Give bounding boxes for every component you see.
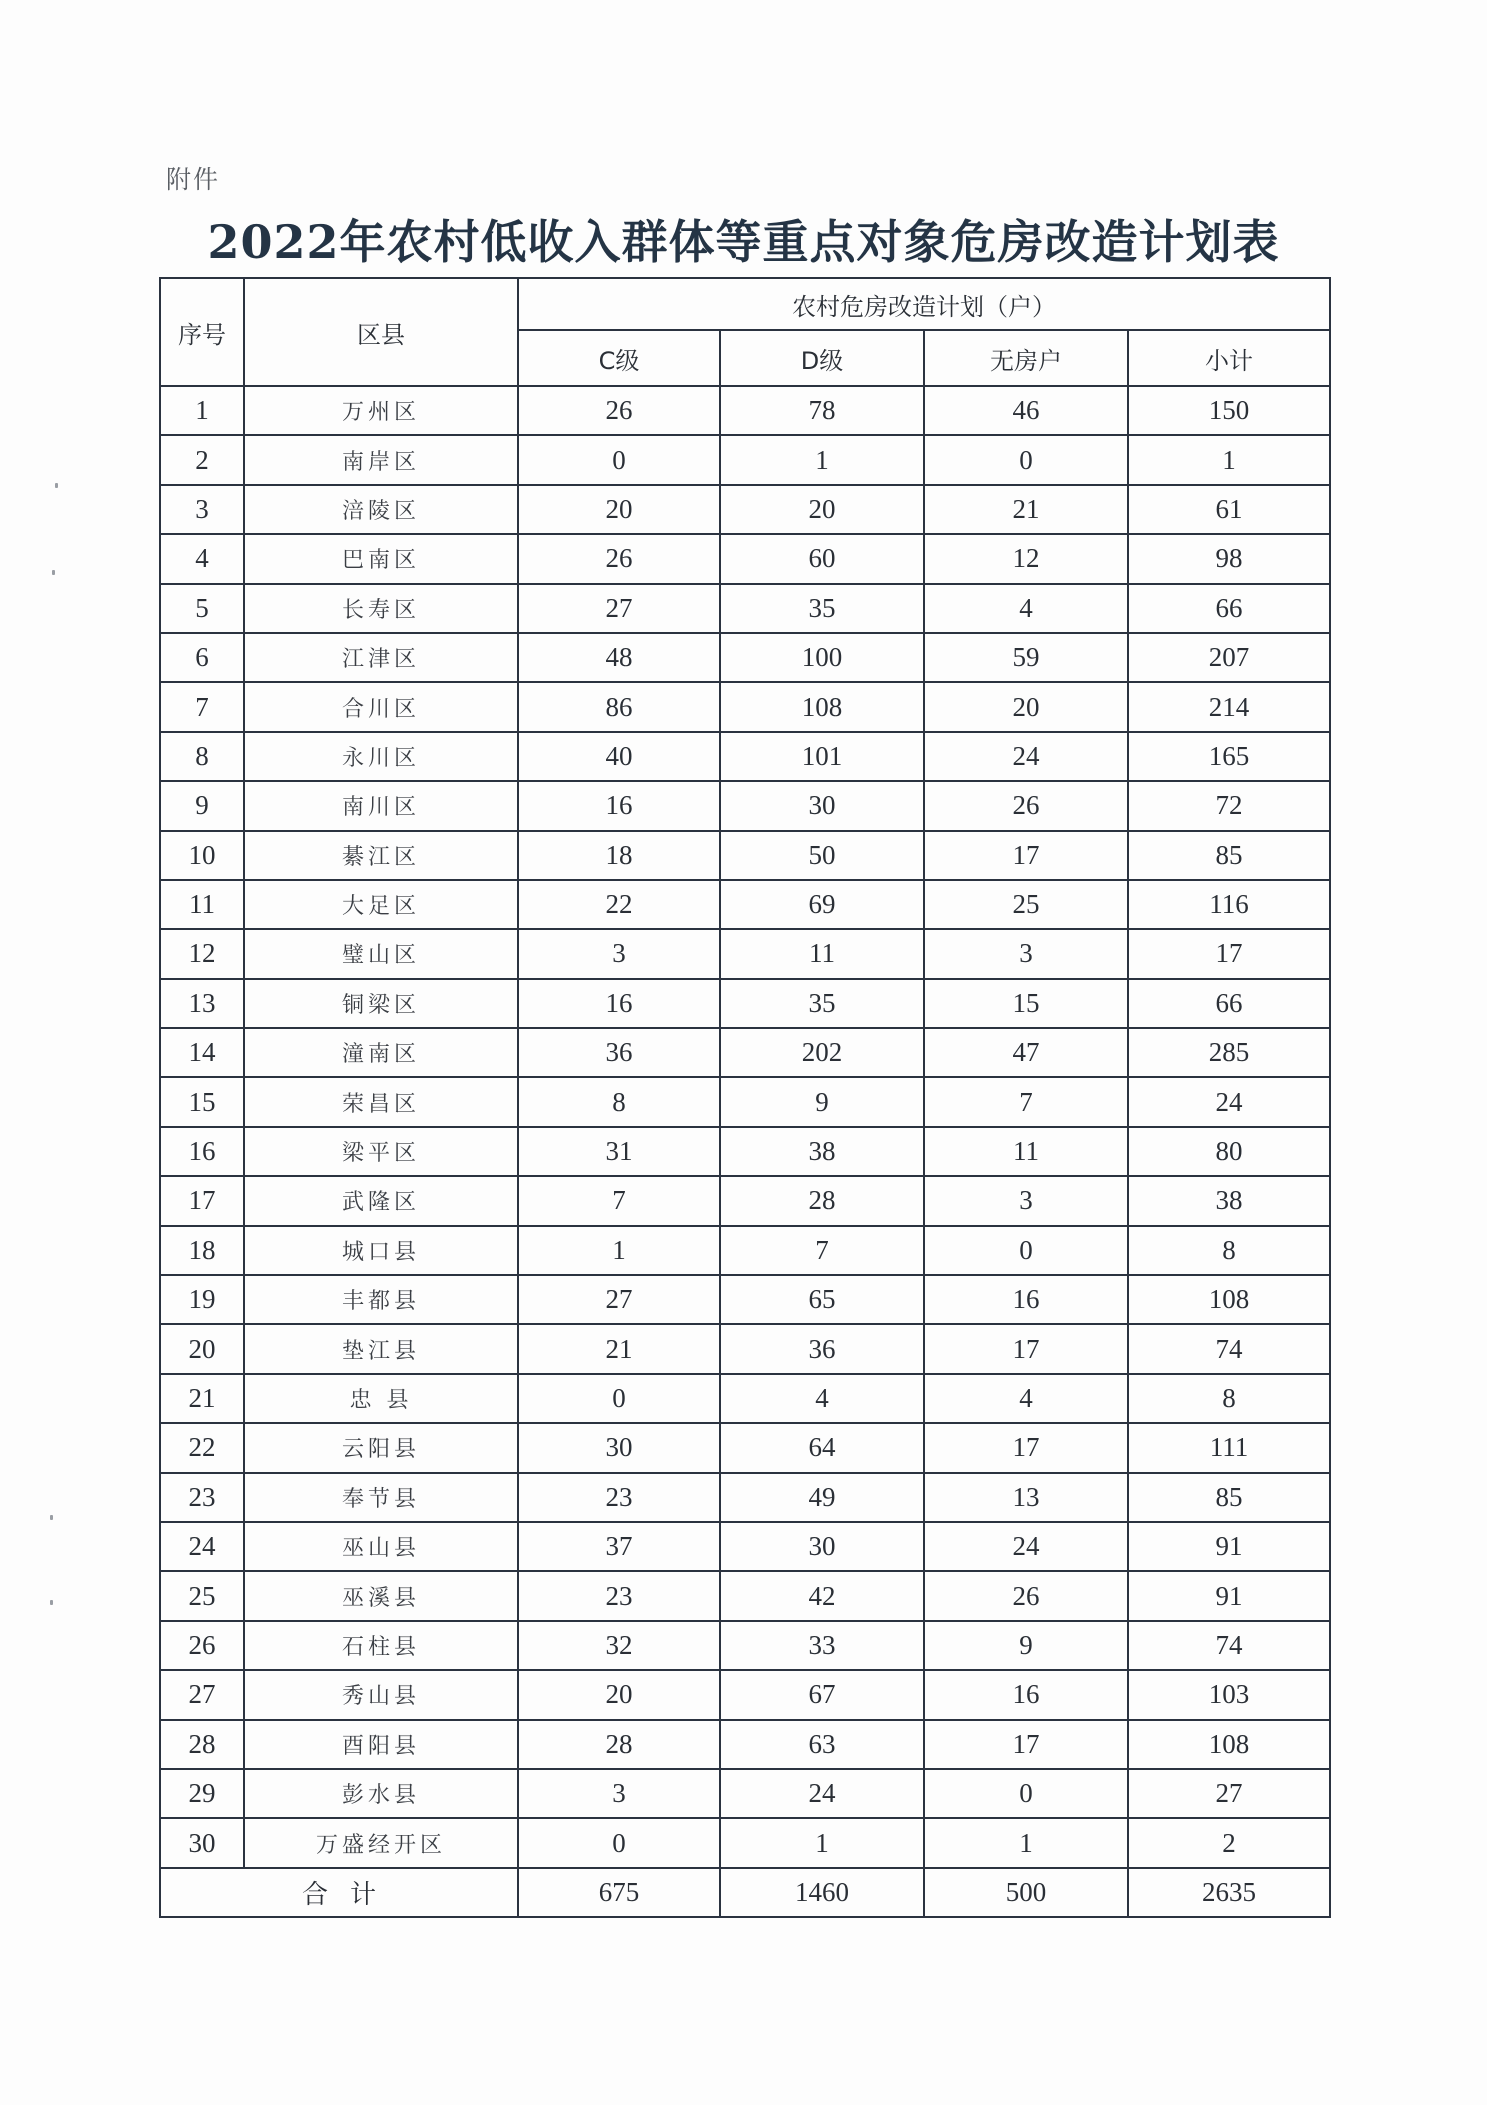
cell-d-level: 9 [720, 1077, 924, 1126]
table-row [160, 1720, 1330, 1769]
cell-d-level: 101 [720, 732, 924, 781]
cell-district: 涪陵区 [244, 485, 518, 534]
header-subtotal: 小计 [1128, 330, 1330, 386]
cell-index: 9 [160, 781, 244, 830]
cell-index: 15 [160, 1077, 244, 1126]
cell-c-level: 27 [518, 584, 720, 633]
total-label: 合计 [160, 1868, 518, 1917]
header-d-level: D级 [720, 330, 924, 386]
cell-c-level: 22 [518, 880, 720, 929]
cell-index: 4 [160, 534, 244, 583]
cell-d-level: 30 [720, 781, 924, 830]
table-row [160, 929, 1330, 978]
cell-c-level: 1 [518, 1226, 720, 1275]
cell-c-level: 20 [518, 485, 720, 534]
cell-no-house: 59 [924, 633, 1128, 682]
cell-subtotal: 91 [1128, 1571, 1330, 1620]
cell-index: 14 [160, 1028, 244, 1077]
total-row [160, 1868, 1330, 1917]
cell-district: 石柱县 [244, 1621, 518, 1670]
table-row [160, 1176, 1330, 1225]
total-subtotal: 2635 [1128, 1868, 1330, 1917]
cell-c-level: 48 [518, 633, 720, 682]
cell-no-house: 17 [924, 1720, 1128, 1769]
cell-index: 23 [160, 1473, 244, 1522]
cell-subtotal: 61 [1128, 485, 1330, 534]
cell-subtotal: 111 [1128, 1423, 1330, 1472]
total-no-house: 500 [924, 1868, 1128, 1917]
table-row [160, 584, 1330, 633]
cell-index: 3 [160, 485, 244, 534]
cell-d-level: 36 [720, 1324, 924, 1373]
cell-district: 酉阳县 [244, 1720, 518, 1769]
cell-subtotal: 24 [1128, 1077, 1330, 1126]
cell-district: 南川区 [244, 781, 518, 830]
header-row-group [160, 278, 1330, 330]
cell-no-house: 4 [924, 1374, 1128, 1423]
cell-no-house: 46 [924, 386, 1128, 435]
cell-index: 29 [160, 1769, 244, 1818]
cell-d-level: 108 [720, 682, 924, 731]
cell-subtotal: 66 [1128, 979, 1330, 1028]
cell-subtotal: 150 [1128, 386, 1330, 435]
table-row [160, 1818, 1330, 1867]
cell-c-level: 23 [518, 1571, 720, 1620]
cell-no-house: 16 [924, 1275, 1128, 1324]
cell-d-level: 7 [720, 1226, 924, 1275]
cell-no-house: 20 [924, 682, 1128, 731]
cell-district: 丰都县 [244, 1275, 518, 1324]
cell-district: 璧山区 [244, 929, 518, 978]
header-district: 区县 [244, 278, 518, 386]
cell-district: 梁平区 [244, 1127, 518, 1176]
cell-d-level: 20 [720, 485, 924, 534]
table-row [160, 732, 1330, 781]
cell-district: 巫溪县 [244, 1571, 518, 1620]
cell-district: 大足区 [244, 880, 518, 929]
header-c-level: C级 [518, 330, 720, 386]
table-row [160, 1324, 1330, 1373]
cell-district: 綦江区 [244, 831, 518, 880]
cell-district: 长寿区 [244, 584, 518, 633]
cell-district: 巴南区 [244, 534, 518, 583]
cell-c-level: 26 [518, 386, 720, 435]
cell-index: 30 [160, 1818, 244, 1867]
cell-district: 忠 县 [244, 1374, 518, 1423]
cell-subtotal: 74 [1128, 1621, 1330, 1670]
table-row [160, 485, 1330, 534]
cell-subtotal: 207 [1128, 633, 1330, 682]
cell-no-house: 24 [924, 732, 1128, 781]
cell-district: 荣昌区 [244, 1077, 518, 1126]
cell-d-level: 30 [720, 1522, 924, 1571]
cell-index: 13 [160, 979, 244, 1028]
cell-index: 17 [160, 1176, 244, 1225]
cell-index: 19 [160, 1275, 244, 1324]
header-index: 序号 [160, 278, 244, 386]
cell-c-level: 28 [518, 1720, 720, 1769]
cell-index: 25 [160, 1571, 244, 1620]
cell-no-house: 25 [924, 880, 1128, 929]
cell-district: 彭水县 [244, 1769, 518, 1818]
scan-speck [50, 1515, 53, 1520]
cell-index: 18 [160, 1226, 244, 1275]
cell-no-house: 3 [924, 1176, 1128, 1225]
table-row [160, 1374, 1330, 1423]
cell-index: 6 [160, 633, 244, 682]
scan-speck [50, 1600, 53, 1605]
cell-c-level: 27 [518, 1275, 720, 1324]
cell-district: 云阳县 [244, 1423, 518, 1472]
cell-no-house: 17 [924, 1423, 1128, 1472]
cell-no-house: 15 [924, 979, 1128, 1028]
header-no-house: 无房户 [924, 330, 1128, 386]
cell-index: 2 [160, 435, 244, 484]
cell-d-level: 50 [720, 831, 924, 880]
cell-d-level: 49 [720, 1473, 924, 1522]
cell-d-level: 63 [720, 1720, 924, 1769]
cell-subtotal: 85 [1128, 1473, 1330, 1522]
cell-subtotal: 8 [1128, 1226, 1330, 1275]
cell-d-level: 38 [720, 1127, 924, 1176]
table-row [160, 1226, 1330, 1275]
cell-index: 26 [160, 1621, 244, 1670]
table-row [160, 831, 1330, 880]
cell-subtotal: 98 [1128, 534, 1330, 583]
total-c-level: 675 [518, 1868, 720, 1917]
cell-c-level: 16 [518, 979, 720, 1028]
cell-c-level: 31 [518, 1127, 720, 1176]
table-row [160, 1423, 1330, 1472]
cell-no-house: 47 [924, 1028, 1128, 1077]
cell-c-level: 0 [518, 1374, 720, 1423]
cell-district: 城口县 [244, 1226, 518, 1275]
cell-c-level: 21 [518, 1324, 720, 1373]
cell-no-house: 13 [924, 1473, 1128, 1522]
total-d-level: 1460 [720, 1868, 924, 1917]
cell-index: 28 [160, 1720, 244, 1769]
cell-c-level: 23 [518, 1473, 720, 1522]
cell-d-level: 28 [720, 1176, 924, 1225]
cell-c-level: 0 [518, 1818, 720, 1867]
cell-d-level: 67 [720, 1670, 924, 1719]
cell-subtotal: 74 [1128, 1324, 1330, 1373]
cell-district: 垫江县 [244, 1324, 518, 1373]
cell-index: 20 [160, 1324, 244, 1373]
cell-district: 永川区 [244, 732, 518, 781]
cell-d-level: 69 [720, 880, 924, 929]
cell-subtotal: 8 [1128, 1374, 1330, 1423]
cell-no-house: 17 [924, 831, 1128, 880]
cell-d-level: 35 [720, 584, 924, 633]
table-row [160, 435, 1330, 484]
cell-c-level: 8 [518, 1077, 720, 1126]
cell-no-house: 21 [924, 485, 1128, 534]
table-row [160, 1522, 1330, 1571]
cell-d-level: 33 [720, 1621, 924, 1670]
cell-no-house: 0 [924, 435, 1128, 484]
cell-index: 10 [160, 831, 244, 880]
cell-district: 武隆区 [244, 1176, 518, 1225]
table-row [160, 1670, 1330, 1719]
cell-no-house: 11 [924, 1127, 1128, 1176]
cell-index: 22 [160, 1423, 244, 1472]
cell-no-house: 17 [924, 1324, 1128, 1373]
table-row [160, 1077, 1330, 1126]
cell-district: 潼南区 [244, 1028, 518, 1077]
cell-no-house: 0 [924, 1769, 1128, 1818]
table-row [160, 1621, 1330, 1670]
cell-index: 5 [160, 584, 244, 633]
cell-district: 万州区 [244, 386, 518, 435]
cell-index: 11 [160, 880, 244, 929]
cell-subtotal: 108 [1128, 1275, 1330, 1324]
cell-subtotal: 27 [1128, 1769, 1330, 1818]
cell-c-level: 18 [518, 831, 720, 880]
cell-index: 24 [160, 1522, 244, 1571]
cell-district: 铜梁区 [244, 979, 518, 1028]
cell-c-level: 30 [518, 1423, 720, 1472]
cell-subtotal: 108 [1128, 1720, 1330, 1769]
cell-d-level: 35 [720, 979, 924, 1028]
cell-c-level: 86 [518, 682, 720, 731]
table-row [160, 979, 1330, 1028]
cell-d-level: 65 [720, 1275, 924, 1324]
cell-index: 7 [160, 682, 244, 731]
cell-d-level: 1 [720, 1818, 924, 1867]
table-row [160, 682, 1330, 731]
cell-district: 南岸区 [244, 435, 518, 484]
header-plan-group: 农村危房改造计划（户） [518, 278, 1330, 330]
cell-c-level: 26 [518, 534, 720, 583]
cell-district: 巫山县 [244, 1522, 518, 1571]
cell-subtotal: 80 [1128, 1127, 1330, 1176]
cell-c-level: 40 [518, 732, 720, 781]
cell-c-level: 36 [518, 1028, 720, 1077]
cell-subtotal: 103 [1128, 1670, 1330, 1719]
cell-no-house: 26 [924, 781, 1128, 830]
cell-c-level: 3 [518, 929, 720, 978]
cell-district: 秀山县 [244, 1670, 518, 1719]
cell-subtotal: 91 [1128, 1522, 1330, 1571]
table-row [160, 534, 1330, 583]
cell-subtotal: 38 [1128, 1176, 1330, 1225]
cell-no-house: 26 [924, 1571, 1128, 1620]
table-row [160, 633, 1330, 682]
cell-index: 21 [160, 1374, 244, 1423]
cell-d-level: 24 [720, 1769, 924, 1818]
cell-no-house: 9 [924, 1621, 1128, 1670]
cell-index: 1 [160, 386, 244, 435]
cell-d-level: 100 [720, 633, 924, 682]
cell-subtotal: 1 [1128, 435, 1330, 484]
cell-c-level: 7 [518, 1176, 720, 1225]
cell-subtotal: 17 [1128, 929, 1330, 978]
cell-subtotal: 85 [1128, 831, 1330, 880]
cell-district: 合川区 [244, 682, 518, 731]
table-row [160, 1127, 1330, 1176]
cell-no-house: 16 [924, 1670, 1128, 1719]
table-row [160, 1571, 1330, 1620]
cell-d-level: 60 [720, 534, 924, 583]
cell-subtotal: 116 [1128, 880, 1330, 929]
cell-district: 江津区 [244, 633, 518, 682]
cell-no-house: 12 [924, 534, 1128, 583]
cell-no-house: 3 [924, 929, 1128, 978]
cell-d-level: 64 [720, 1423, 924, 1472]
cell-no-house: 0 [924, 1226, 1128, 1275]
table-row [160, 1275, 1330, 1324]
cell-no-house: 4 [924, 584, 1128, 633]
cell-district: 奉节县 [244, 1473, 518, 1522]
cell-index: 8 [160, 732, 244, 781]
cell-index: 12 [160, 929, 244, 978]
cell-subtotal: 285 [1128, 1028, 1330, 1077]
cell-subtotal: 2 [1128, 1818, 1330, 1867]
cell-c-level: 0 [518, 435, 720, 484]
cell-subtotal: 214 [1128, 682, 1330, 731]
cell-subtotal: 165 [1128, 732, 1330, 781]
cell-d-level: 202 [720, 1028, 924, 1077]
cell-d-level: 42 [720, 1571, 924, 1620]
cell-c-level: 3 [518, 1769, 720, 1818]
cell-no-house: 1 [924, 1818, 1128, 1867]
table-row [160, 781, 1330, 830]
cell-subtotal: 66 [1128, 584, 1330, 633]
table-row [160, 1028, 1330, 1077]
cell-no-house: 24 [924, 1522, 1128, 1571]
cell-c-level: 20 [518, 1670, 720, 1719]
cell-index: 27 [160, 1670, 244, 1719]
cell-d-level: 4 [720, 1374, 924, 1423]
cell-c-level: 16 [518, 781, 720, 830]
cell-d-level: 1 [720, 435, 924, 484]
cell-d-level: 11 [720, 929, 924, 978]
cell-index: 16 [160, 1127, 244, 1176]
cell-c-level: 32 [518, 1621, 720, 1670]
scan-speck [52, 570, 55, 575]
table-row [160, 880, 1330, 929]
cell-c-level: 37 [518, 1522, 720, 1571]
attachment-label: 附件 [166, 165, 221, 194]
table-row [160, 1769, 1330, 1818]
document-title: 2022年农村低收入群体等重点对象危房改造计划表 [207, 215, 1280, 269]
scan-speck [55, 483, 58, 488]
cell-no-house: 7 [924, 1077, 1128, 1126]
renovation-plan-table [159, 277, 1331, 1918]
cell-d-level: 78 [720, 386, 924, 435]
cell-subtotal: 72 [1128, 781, 1330, 830]
table-row [160, 386, 1330, 435]
table-row [160, 1473, 1330, 1522]
cell-district: 万盛经开区 [244, 1818, 518, 1867]
